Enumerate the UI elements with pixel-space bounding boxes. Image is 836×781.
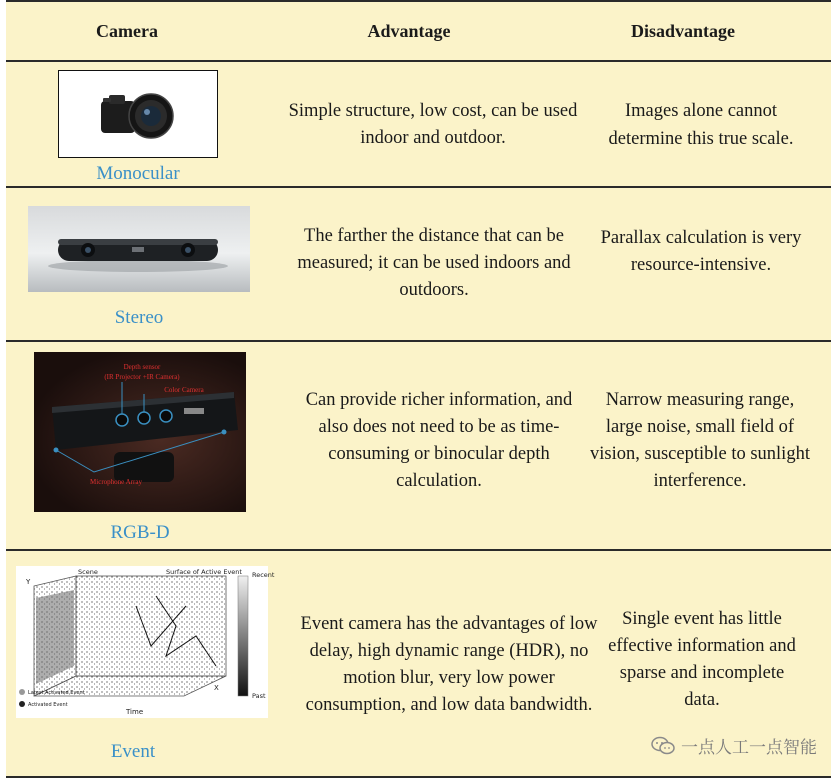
axis-x: X <box>214 684 219 692</box>
event-camera-illustration <box>16 566 275 718</box>
label-projector: (IR Projector +IR Camera) <box>104 373 180 381</box>
stereo-camera-icon <box>28 206 250 292</box>
advantage-stereo: The farther the distance that can be measured; it can be used indoors and outdoors. <box>297 225 571 300</box>
kinect-sensor-icon <box>34 352 246 512</box>
rgbd-camera-image <box>34 352 246 512</box>
row-name-event: Event <box>110 741 156 762</box>
stereo-camera-image <box>28 206 250 292</box>
advantage-event: Event camera has the advantages of low delay, high dynamic range (HDR), no motion blur, very low power consumption, and low data bandwidth. <box>300 614 598 715</box>
watermark <box>651 733 817 758</box>
label-scene: Scene <box>78 568 98 576</box>
table-header <box>6 0 831 60</box>
header-camera: Camera <box>96 20 158 41</box>
label-recent: Recent <box>252 571 275 579</box>
label-color-camera: Color Camera <box>164 386 204 394</box>
header-disadvantage: Disadvantage <box>630 20 735 41</box>
legend-latest-event: Latest Activated Event <box>28 690 85 696</box>
disadvantage-monocular: Images alone cannot determine this true scale. <box>608 101 794 149</box>
row-name-monocular: Monocular <box>96 163 180 184</box>
label-depth-sensor: Depth sensor <box>123 363 161 371</box>
monocular-camera-image <box>58 70 218 158</box>
advantage-monocular: Simple structure, low cost, can be used indoor and outdoor. <box>288 101 578 148</box>
label-past: Past <box>252 692 266 700</box>
divider <box>6 549 831 551</box>
label-surface: Surface of Active Event <box>166 568 242 576</box>
row-name-rgbd: RGB-D <box>110 522 170 543</box>
advantage-rgbd: Can provide richer information, and also does not need to be as time-consuming or binocular depth calculation. <box>305 390 573 491</box>
row-name-stereo: Stereo <box>114 307 164 328</box>
disadvantage-event: Single event has little effective information and sparse and incomplete data. <box>608 609 796 710</box>
event-camera-image <box>16 566 275 718</box>
axis-y: Y <box>26 578 31 586</box>
watermark-text: 一点人工一点智能 <box>681 738 817 758</box>
divider <box>6 186 831 188</box>
divider <box>6 776 831 778</box>
label-microphone-array: Microphone Array <box>90 478 142 486</box>
camera-icon <box>59 71 216 156</box>
divider <box>6 340 831 342</box>
disadvantage-rgbd: Narrow measuring range, large noise, small field of vision, susceptible to sunlight interference. <box>590 390 810 491</box>
legend-activated-event: Activated Event <box>28 702 68 708</box>
camera-comparison-table <box>6 0 831 778</box>
divider <box>6 60 831 62</box>
wechat-icon <box>651 736 675 756</box>
header-advantage: Advantage <box>367 20 451 41</box>
disadvantage-stereo: Parallax calculation is very resource-intensive. <box>600 228 802 275</box>
axis-time: Time <box>126 708 144 716</box>
